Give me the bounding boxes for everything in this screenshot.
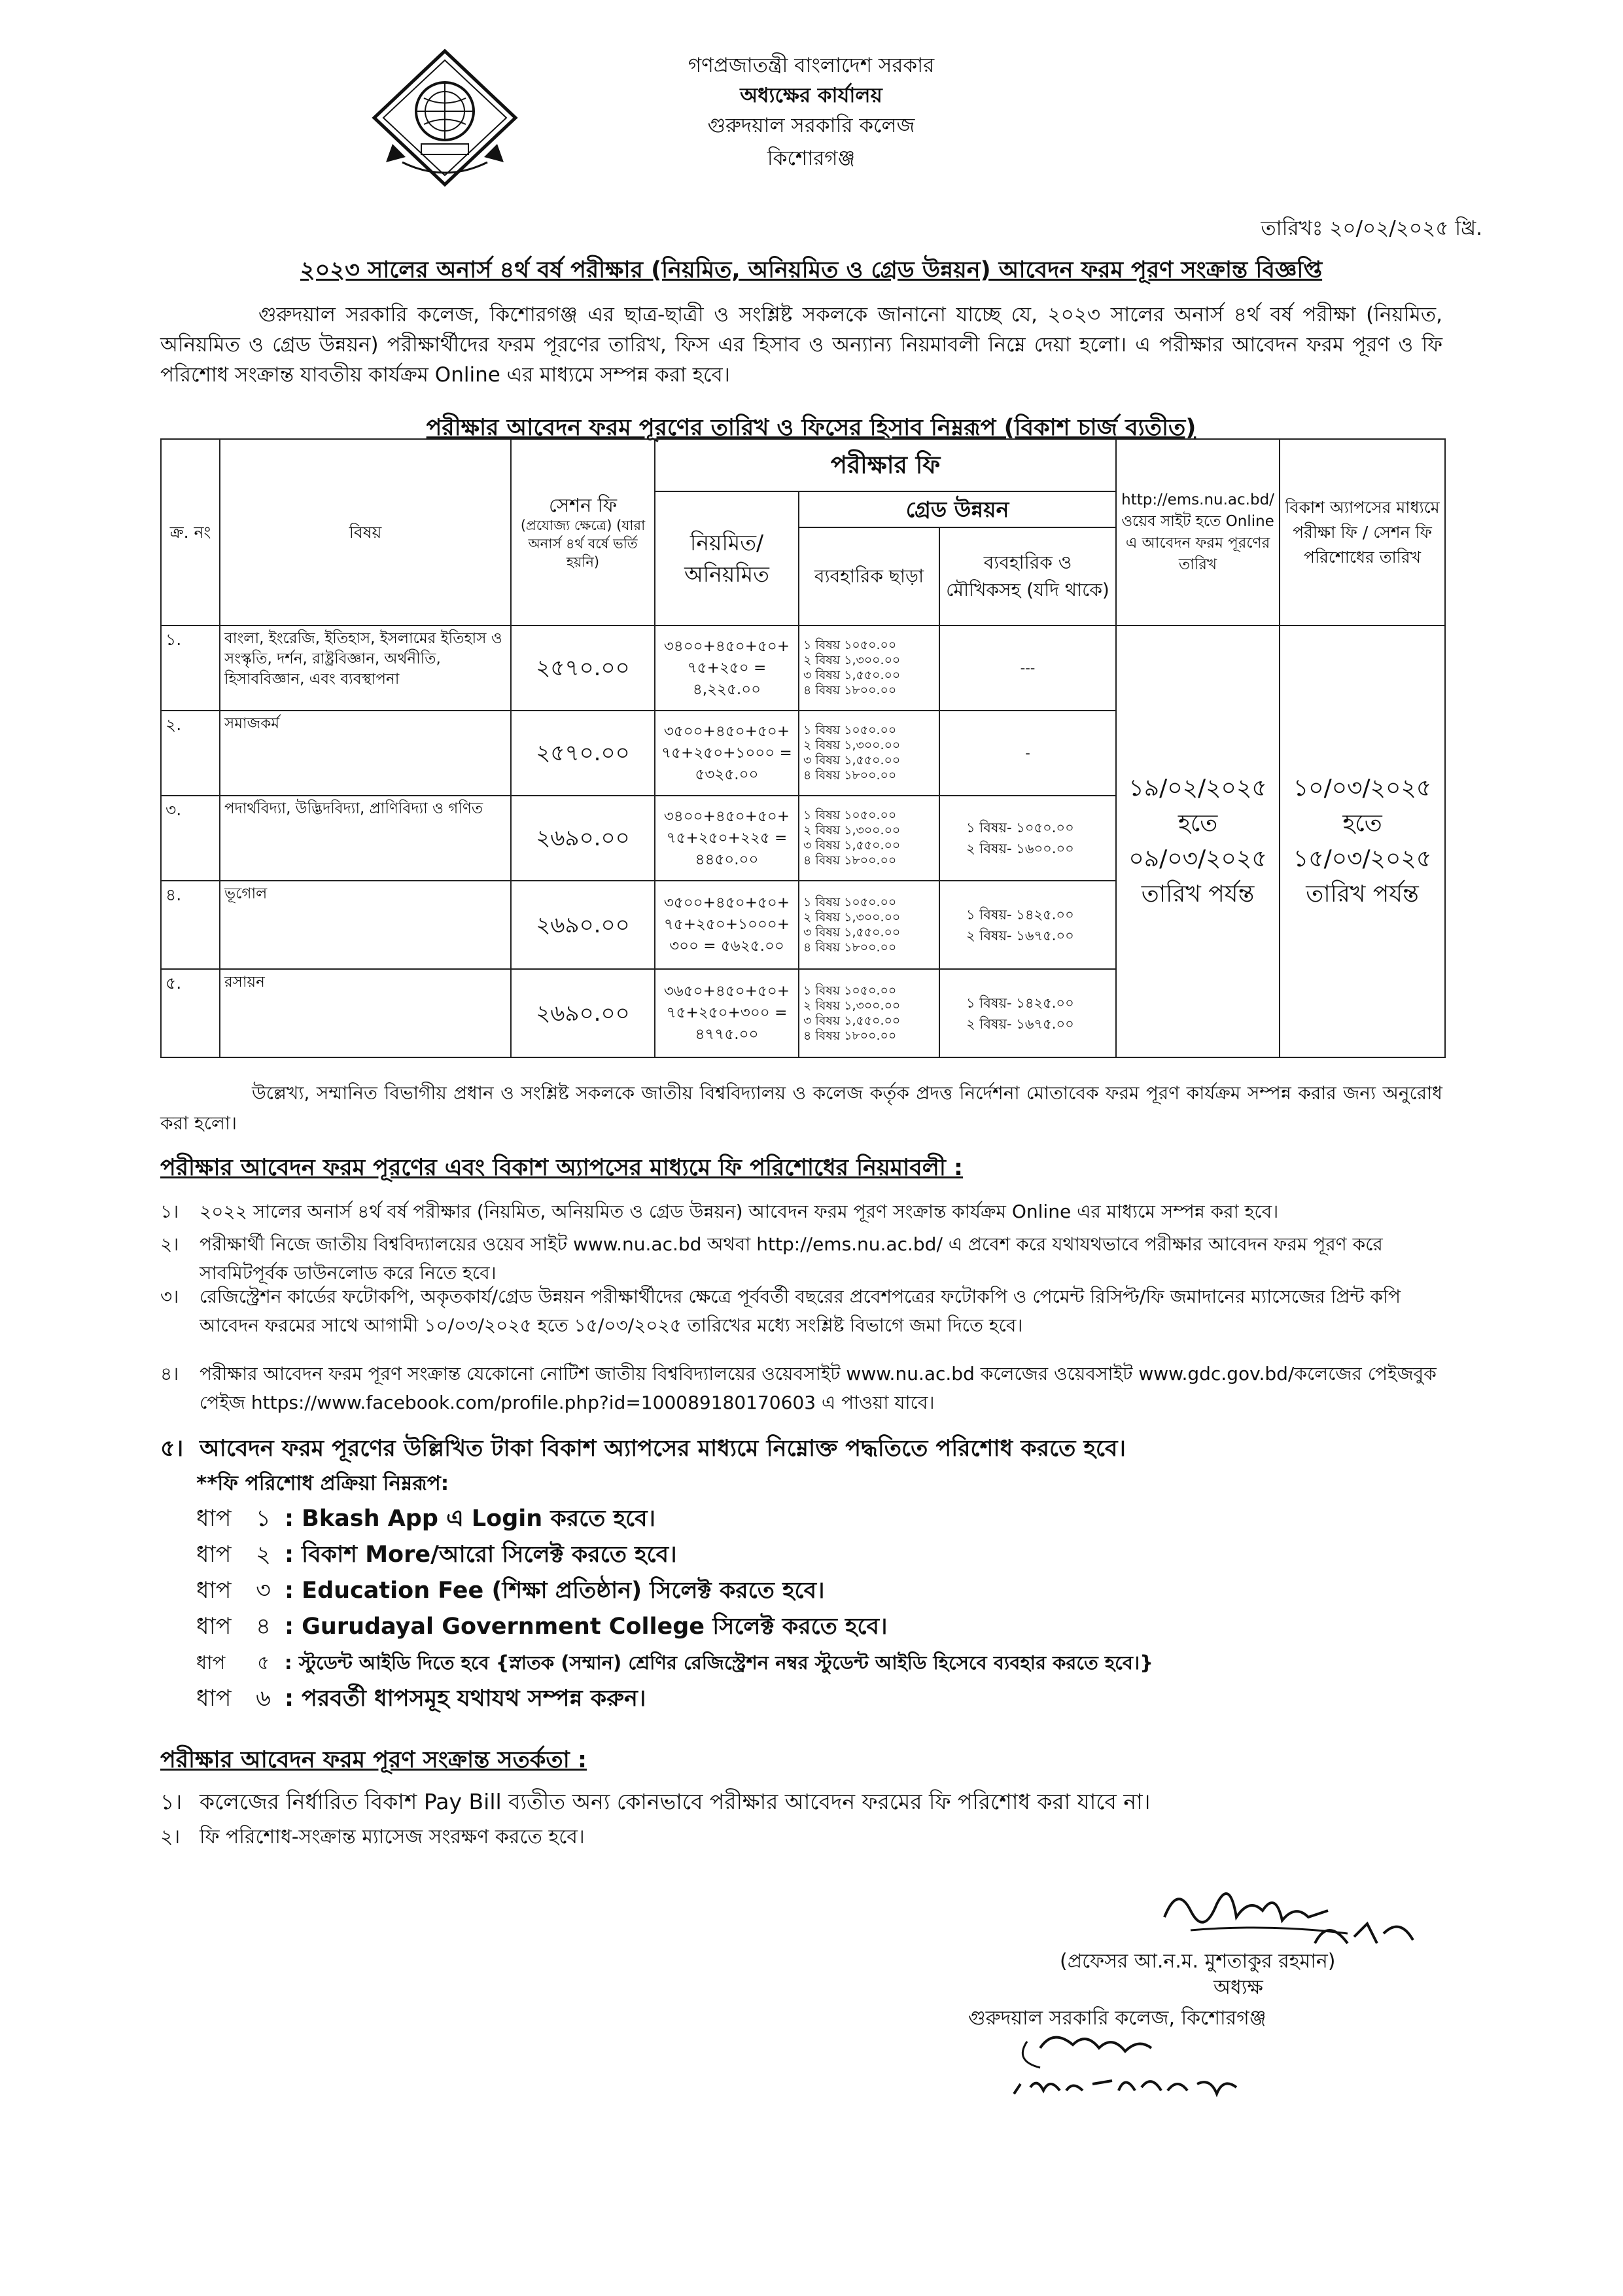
fee-line: ২ বিষয় ১,৩০০.০০ <box>803 738 901 752</box>
fee-line: ২ বিষয় ১,৩০০.০০ <box>803 823 901 838</box>
payment-step <box>196 1610 887 1644</box>
cell-regular-fee: ৩৫০০+৪৫০+৫০+ ৭৫+২৫০+১০০০ = ৫৩২৫.০০ <box>655 711 799 796</box>
cell-regular-fee: ৩৪০০+৪৫০+৫০+ ৭৫+২৫০+২২৫ = ৪৪৫০.০০ <box>655 796 799 881</box>
fee-line: ২ বিষয়- ১৬০০.০০ <box>966 841 1074 857</box>
fee-line: ১ বিষয়- ১০৫০.০০ <box>966 820 1074 836</box>
step-number: ২ <box>256 1542 271 1568</box>
rule-text: আবেদন ফরম পূরণের উল্লিখিত টাকা বিকাশ অ্যাপসের মাধ্যমে নিম্নোক্ত পদ্ধতিতে পরিশোধ করতে হবে। <box>200 1436 1126 1462</box>
rule-number: ২। <box>160 1233 179 1255</box>
signatory-organization: গুরুদয়াল সরকারি কলেজ, কিশোরগঞ্জ <box>968 2007 1266 2030</box>
fee-line: ২ বিষয়- ১৬৭৫.০০ <box>966 927 1074 944</box>
step-text: : স্টুডেন্ট আইডি দিতে হবে {স্নাতক (সম্মান) শ্রেণির রেজিস্ট্রেশন নম্বর স্টুডেন্ট আইডি হিসেবে ব্যবহার করতে হবে।} <box>285 1651 1153 1674</box>
payment-step <box>196 1682 646 1716</box>
step-label: ধাপ <box>196 1506 232 1532</box>
cell-subject: পদার্থবিদ্যা, উদ্ভিদবিদ্যা, প্রাণিবিদ্যা ও গণিত <box>220 796 511 881</box>
fee-line: ৩ বিষয় ১,৫৫০.০০ <box>803 668 901 682</box>
cell-subject: রসায়ন <box>220 969 511 1057</box>
step-label: ধাপ <box>196 1614 232 1640</box>
cell-bkash-date-range <box>1280 626 1445 1057</box>
cell-with-practical <box>939 969 1116 1057</box>
date-line: তারিখ পর্যন্ত <box>1141 881 1255 908</box>
step-text: : পরবর্তী ধাপসমূহ যথাযথ সম্পন্ন করুন। <box>285 1686 646 1712</box>
step-text: : Gurudayal Government College সিলেক্ট করতে হবে। <box>285 1614 888 1640</box>
header-without-practical: ব্যবহারিক ছাড়া <box>799 527 939 626</box>
signatory-name: (প্রফেসর আ.ন.ম. মুশতাকুর রহমান) <box>1060 1950 1336 1973</box>
rule-text: ২০২২ সালের অনার্স ৪র্থ বর্ষ পরীক্ষার (নিয়মিত, অনিয়মিত ও গ্রেড উন্নয়ন) আবেদন ফরম পূরণ সংক্রান্ত কার্যক্রম Online এর মাধ্যমে সম্পন্ন করা হবে। <box>200 1201 1279 1222</box>
payment-steps-heading: **ফি পরিশোধ প্রক্রিয়া নিম্নরূপ: <box>196 1472 449 1495</box>
fee-line: ১ বিষয় ১০৫০.০০ <box>803 894 897 910</box>
cell-regular-fee: ৩৬৫০+৪৫০+৫০+ ৭৫+২৫০+৩০০ = ৪৭৭৫.০০ <box>655 969 799 1057</box>
rule-number: ৩। <box>160 1286 179 1307</box>
fee-line: ২ বিষয় ১,৩০০.০০ <box>803 653 901 667</box>
cell-session-fee: ২৬৯০.০০ <box>511 796 655 881</box>
session-fee-note: (প্রযোজ্য ক্ষেত্রে) (যারা অনার্স ৪র্থ বর্ষে ভর্তি হয়নি) <box>520 517 646 570</box>
fee-line: --- <box>1020 660 1036 676</box>
header-office: অধ্যক্ষের কার্যালয় <box>740 84 882 107</box>
cell-subject: বাংলা, ইংরেজি, ইতিহাস, ইসলামের ইতিহাস ও সংস্কৃতি, দর্শন, রাষ্ট্রবিজ্ঞান, অর্থনীতি, হিসাববিজ্ঞান, এবং ব্যবস্থাপনা <box>220 626 511 711</box>
rule-number: ৫। <box>160 1436 184 1462</box>
session-fee-label: সেশন ফি <box>548 493 618 516</box>
header-regular: নিয়মিত/ অনিয়মিত <box>655 491 799 626</box>
rule-item <box>160 1197 1446 1226</box>
date-line: ০৯/০৩/২০২৫ <box>1128 845 1267 872</box>
step-label: ধাপ <box>196 1542 232 1568</box>
step-number: ৫ <box>257 1651 270 1674</box>
header-bkash-date: বিকাশ অ্যাপসের মাধ্যমে পরীক্ষা ফি / সেশন ফি পরিশোধের তারিখ <box>1280 439 1445 626</box>
cell-serial: ৪. <box>161 881 220 969</box>
cell-online-date-range <box>1116 626 1280 1057</box>
cell-without-practical <box>799 796 939 881</box>
step-number: ৩ <box>256 1578 271 1604</box>
fee-line: ৪ বিষয় ১৮০০.০০ <box>803 683 897 698</box>
step-label: ধাপ <box>196 1578 232 1604</box>
caution-heading: পরীক্ষার আবেদন ফরম পূরণ সংক্রান্ত সতর্কতা : <box>160 1747 587 1773</box>
rule-item <box>160 1434 1446 1463</box>
fee-line: ২ বিষয় ১,৩০০.০০ <box>803 998 901 1013</box>
step-label: ধাপ <box>196 1651 226 1674</box>
rule-text: রেজিস্ট্রেশন কার্ডের ফটোকপি, অকৃতকার্য/গ্রেড উন্নয়ন পরীক্ষার্থীদের ক্ষেত্রে পূর্ববর্তী বছরের প্রবেশপত্রের ফটোকপি ও পেমেন্ট রিসিপ্ট/ফি জমাদানের ম্যাসেজের প্রিন্ট কপি আবেদন ফরমের সাথে আগামী ১০/০৩/২০২৫ হতে ১৫/০৩/২০২৫ তারিখের মধ্যে সংশ্লিষ্ট বিভাগে জমা দিতে হবে। <box>200 1286 1401 1336</box>
intro-paragraph: গুরুদয়াল সরকারি কলেজ, কিশোরগঞ্জ এর ছাত্র-ছাত্রী ও সংশ্লিষ্ট সকলকে জানানো যাচ্ছে যে, ২০২৩ সালের অনার্স ৪র্থ বর্ষ পরীক্ষা (নিয়মিত, অনিয়মিত ও গ্রেড উন্নয়ন) পরীক্ষার্থীদের ফরম পূরণের তারিখ, ফিস এর হিসাব ও অন্যান্য নিয়মাবলী নিম্নে দেয়া হলো। এ পরীক্ষার আবেদন ফরম পূরণ ও ফি পরিশোধ সংক্রান্ত যাবতীয় কার্যক্রম Online এর মাধ্যমে সম্পন্ন করা হবে। <box>160 303 1442 387</box>
fee-line: ৪ বিষয় ১৮০০.০০ <box>803 1028 897 1043</box>
fee-line: ৪ বিষয় ১৮০০.০০ <box>803 768 897 783</box>
cell-session-fee: ২৫৭০.০০ <box>511 711 655 796</box>
fee-line: ৪ বিষয় ১৮০০.০০ <box>803 940 897 955</box>
fee-table-title: পরীক্ষার আবেদন ফরম পূরণের তারিখ ও ফিসের হিসাব নিম্নরূপ (বিকাশ চার্জ ব্যতীত) <box>426 415 1196 441</box>
fee-line: ১ বিষয় ১০৫০.০০ <box>803 638 897 652</box>
cell-session-fee: ২৬৯০.০০ <box>511 969 655 1057</box>
rule-item <box>160 1282 1446 1340</box>
header-government: গণপ্রজাতন্ত্রী বাংলাদেশ সরকার <box>688 54 935 77</box>
fee-line: ৩ বিষয় ১,৫৫০.০০ <box>803 925 901 940</box>
fee-line: - <box>1025 745 1030 761</box>
notice-date: তারিখঃ ২০/০২/২০২৫ খ্রি. <box>1261 217 1482 240</box>
header-grade-improvement: গ্রেড উন্নয়ন <box>799 491 1116 527</box>
cell-serial: ৫. <box>161 969 220 1057</box>
payment-step <box>196 1538 677 1572</box>
college-seal-icon <box>366 46 523 190</box>
fee-line: ১ বিষয় ১০৫০.০০ <box>803 723 897 737</box>
cell-without-practical <box>799 711 939 796</box>
rule-item <box>160 1360 1446 1417</box>
payment-step <box>196 1646 1153 1680</box>
step-number: ১ <box>256 1506 271 1532</box>
cell-subject: ভূগোল <box>220 881 511 969</box>
header-session-fee <box>511 439 655 626</box>
caution-item <box>160 1788 1446 1816</box>
date-line: তারিখ পর্যন্ত <box>1306 881 1419 908</box>
table-row <box>161 626 1445 711</box>
cell-regular-fee: ৩৫০০+৪৫০+৫০+ ৭৫+২৫০+১০০০+ ৩০০ = ৫৬২৫.০০ <box>655 881 799 969</box>
fee-table <box>160 438 1446 1058</box>
caution-item <box>160 1823 1446 1852</box>
header-with-practical: ব্যবহারিক ও মৌখিকসহ (যদি থাকে) <box>939 527 1116 626</box>
header-district: কিশোরগঞ্জ <box>767 147 856 170</box>
fee-line: ১ বিষয়- ১৪২৫.০০ <box>966 995 1074 1011</box>
cell-regular-fee: ৩৪০০+৪৫০+৫০+ ৭৫+২৫০ = ৪,২২৫.০০ <box>655 626 799 711</box>
fee-line: ১ বিষয় ১০৫০.০০ <box>803 983 897 998</box>
step-text: : Bkash App এ Login করতে হবে। <box>285 1506 656 1532</box>
caution-number: ১। <box>160 1789 183 1814</box>
step-text: : বিকাশ More/আরো সিলেক্ট করতে হবে। <box>285 1542 677 1568</box>
header-subject: বিষয় <box>220 439 511 626</box>
step-text: : Education Fee (শিক্ষা প্রতিষ্ঠান) সিলেক্ট করতে হবে। <box>285 1578 825 1604</box>
rule-number: ১। <box>160 1201 179 1222</box>
fee-line: ১ বিষয়- ১৪২৫.০০ <box>966 906 1074 923</box>
cell-with-practical <box>939 711 1116 796</box>
header-serial: ক্র. নং <box>161 439 220 626</box>
date-line: হতে <box>1178 810 1218 837</box>
cell-with-practical <box>939 626 1116 711</box>
date-line: হতে <box>1342 810 1382 837</box>
payment-step <box>196 1502 655 1536</box>
dated-initials-signature <box>1001 2022 1276 2113</box>
rules-heading: পরীক্ষার আবেদন ফরম পূরণের এবং বিকাশ অ্যাপসের মাধ্যমে ফি পরিশোধের নিয়মাবলী : <box>160 1155 964 1181</box>
step-number: ৪ <box>256 1614 271 1640</box>
payment-step <box>196 1574 825 1608</box>
caution-text: ফি পরিশোধ-সংক্রান্ত ম্যাসেজ সংরক্ষণ করতে হবে। <box>200 1826 585 1848</box>
cell-without-practical <box>799 969 939 1057</box>
notice-title: ২০২৩ সালের অনার্স ৪র্থ বর্ষ পরীক্ষার (নিয়মিত, অনিয়মিত ও গ্রেড উন্নয়ন) আবেদন ফরম পূরণ সংক্রান্ত বিজ্ঞপ্তি <box>300 257 1323 283</box>
fee-line: ১ বিষয় ১০৫০.০০ <box>803 808 897 822</box>
caution-text: কলেজের নির্ধারিত বিকাশ Pay Bill ব্যতীত অন্য কোনভাবে পরীক্ষার আবেদন ফরমের ফি পরিশোধ করা যাবে না। <box>200 1789 1151 1814</box>
caution-number: ২। <box>160 1826 181 1848</box>
step-label: ধাপ <box>196 1686 232 1712</box>
cell-serial: ১. <box>161 626 220 711</box>
signatory-title: অধ্যক্ষ <box>1213 1976 1263 1999</box>
cell-without-practical <box>799 626 939 711</box>
date-line: ১৫/০৩/২০২৫ <box>1293 845 1432 872</box>
rule-text: পরীক্ষার্থী নিজে জাতীয় বিশ্ববিদ্যালয়ের ওয়েব সাইট www.nu.ac.bd অথবা http://ems.nu.ac.bd/ এ প্রবেশ করে যথাযথভাবে পরীক্ষার আবেদন ফরম পূরণ করে সাবমিটপূর্বক ডাউনলোড করে নিতে হবে। <box>200 1233 1383 1284</box>
date-line: ১৯/০২/২০২৫ <box>1128 775 1267 802</box>
rule-text: পরীক্ষার আবেদন ফরম পূরণ সংক্রান্ত যেকোনো নোটিশ জাতীয় বিশ্ববিদ্যালয়ের ওয়েবসাইট www.nu.ac.bd কলেজের ওয়েবসাইট www.gdc.gov.bd/কলেজের পেইজবুক পেইজ https://www.facebook.com/profile.php?id=100089180170603 এ পাওয়া যাবে। <box>200 1363 1437 1413</box>
cell-serial: ৩. <box>161 796 220 881</box>
fee-line: ৩ বিষয় ১,৫৫০.০০ <box>803 838 901 853</box>
cell-with-practical <box>939 881 1116 969</box>
fee-line: ২ বিষয়- ১৬৭৫.০০ <box>966 1016 1074 1032</box>
rule-number: ৪। <box>160 1363 179 1385</box>
fee-line: ৪ বিষয় ১৮০০.০০ <box>803 853 897 868</box>
cell-serial: ২. <box>161 711 220 796</box>
cell-with-practical <box>939 796 1116 881</box>
cell-without-practical <box>799 881 939 969</box>
rule-item <box>160 1230 1446 1288</box>
step-number: ৬ <box>256 1686 271 1712</box>
cell-session-fee: ২৬৯০.০০ <box>511 881 655 969</box>
fee-line: ৩ বিষয় ১,৫৫০.০০ <box>803 753 901 768</box>
header-online-date: http://ems.nu.ac.bd/ ওয়েব সাইট হতে Online এ আবেদন ফরম পূরণের তারিখ <box>1116 439 1280 626</box>
fee-line: ২ বিষয় ১,৩০০.০০ <box>803 910 901 925</box>
cell-session-fee: ২৫৭০.০০ <box>511 626 655 711</box>
fee-line: ৩ বিষয় ১,৫৫০.০০ <box>803 1013 901 1028</box>
note-paragraph: উল্লেখ্য, সম্মানিত বিভাগীয় প্রধান ও সংশ্লিষ্ট সকলকে জাতীয় বিশ্ববিদ্যালয় ও কলেজ কর্তৃক প্রদত্ত নির্দেশনা মোতাবেক ফরম পূরণ কার্যক্রম সম্পন্ন করার জন্য অনুরোধ করা হলো। <box>160 1082 1442 1134</box>
cell-subject: সমাজকর্ম <box>220 711 511 796</box>
date-line: ১০/০৩/২০২৫ <box>1293 775 1432 802</box>
header-college: গুরুদয়াল সরকারি কলেজ <box>707 114 915 137</box>
header-exam-fee: পরীক্ষার ফি <box>655 439 1116 491</box>
